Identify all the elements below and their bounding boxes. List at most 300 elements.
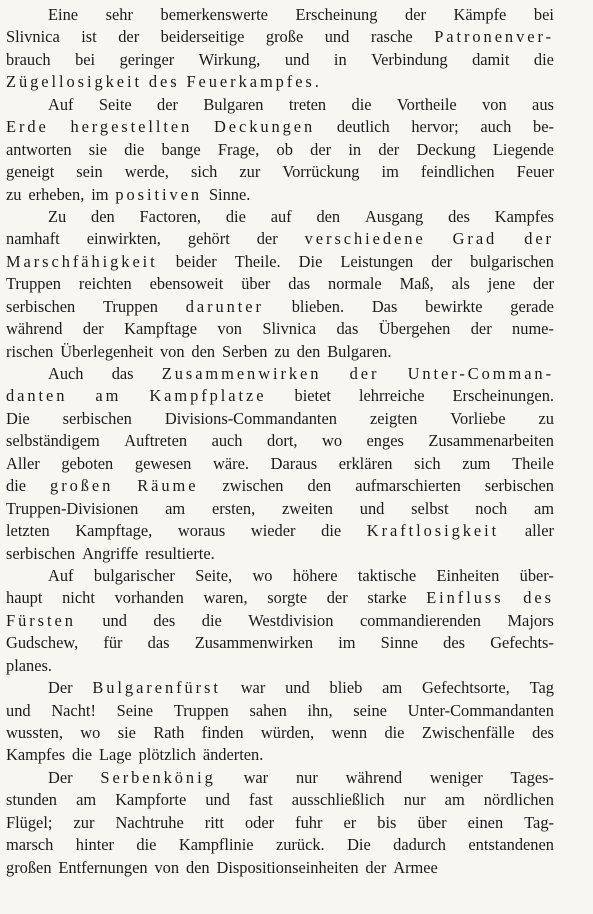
word: würden, bbox=[260, 723, 315, 742]
word: Aller bbox=[6, 453, 40, 473]
word: rasche bbox=[370, 27, 413, 47]
text-line bbox=[6, 26, 554, 48]
word: zum bbox=[462, 453, 491, 473]
text-line bbox=[6, 812, 554, 834]
emphasized-word: danten bbox=[6, 386, 68, 406]
word: planes. bbox=[6, 655, 52, 675]
word: Sinne. bbox=[208, 184, 251, 204]
word: am bbox=[444, 790, 465, 810]
word: der bbox=[326, 588, 348, 608]
word: war bbox=[240, 678, 266, 698]
word: ebensoweit bbox=[149, 274, 224, 294]
word: Ausgang bbox=[364, 206, 424, 226]
text-line bbox=[6, 587, 554, 609]
word: bewirkte bbox=[425, 296, 483, 316]
word: antworten bbox=[6, 139, 72, 159]
word: noch bbox=[475, 498, 508, 518]
word: Unter-Commandanten bbox=[407, 700, 554, 720]
word: während bbox=[345, 767, 403, 787]
word: bei bbox=[533, 5, 554, 24]
word: Maß, bbox=[399, 274, 434, 294]
text-line bbox=[6, 722, 554, 744]
word: zu bbox=[6, 184, 22, 204]
text-line bbox=[6, 520, 554, 542]
word: auf bbox=[270, 206, 292, 226]
emphasized-word: Räume bbox=[137, 476, 199, 496]
emphasized-word: Einfluss bbox=[426, 588, 504, 608]
word: zu bbox=[538, 408, 554, 428]
word: sehr bbox=[105, 5, 133, 24]
text-line bbox=[6, 767, 554, 789]
word: aller bbox=[524, 521, 554, 541]
word: Übergehen bbox=[378, 319, 451, 339]
word: Truppen bbox=[102, 296, 158, 316]
emphasized-word: Grad bbox=[452, 229, 498, 249]
word: er bbox=[343, 812, 357, 832]
word: Gudschew, bbox=[6, 633, 79, 653]
word: bis bbox=[377, 812, 397, 832]
word: be- bbox=[533, 117, 554, 137]
word: bei bbox=[75, 49, 96, 69]
word: Entfernungen bbox=[58, 857, 148, 877]
word: Kampfes bbox=[494, 206, 554, 226]
word: Theile. bbox=[234, 251, 281, 271]
emphasized-word: Marschfähigkeit bbox=[6, 251, 158, 271]
word: lehrreiche bbox=[358, 386, 425, 406]
word: Truppen-Divisionen bbox=[6, 498, 139, 518]
word: großen bbox=[6, 857, 52, 877]
word: serbischen bbox=[484, 476, 554, 496]
word: sie bbox=[117, 723, 136, 742]
paragraph bbox=[6, 767, 554, 879]
word: zwischen bbox=[222, 476, 284, 496]
word: am bbox=[76, 790, 97, 810]
word: ersten, bbox=[211, 498, 256, 518]
word: Auf bbox=[48, 565, 74, 585]
word: und bbox=[6, 700, 31, 720]
word: Zusammenwirken bbox=[194, 633, 314, 653]
word: sein bbox=[76, 162, 103, 182]
word: zeigten bbox=[369, 408, 418, 428]
word: am bbox=[165, 498, 186, 518]
text-line bbox=[6, 385, 554, 407]
word: den bbox=[296, 341, 321, 361]
word: des bbox=[443, 633, 466, 653]
word: von bbox=[217, 319, 242, 339]
text-line bbox=[6, 543, 554, 565]
word: entstandenen bbox=[468, 835, 554, 855]
emphasized-word: Zusammenwirken bbox=[161, 364, 322, 383]
word: zu bbox=[274, 341, 290, 361]
word: Majors bbox=[507, 610, 554, 630]
word: brauch bbox=[6, 49, 51, 69]
word: zur bbox=[239, 162, 261, 182]
emphasized-word: des bbox=[148, 72, 180, 92]
word: selbst bbox=[411, 498, 449, 518]
text-line bbox=[6, 341, 554, 363]
word: den bbox=[191, 341, 216, 361]
word: der bbox=[365, 857, 387, 877]
word: aufmarschierten bbox=[355, 476, 461, 496]
word: geboten bbox=[61, 453, 114, 473]
word: das bbox=[288, 274, 311, 294]
word: des bbox=[532, 723, 554, 742]
word: Liegende bbox=[492, 139, 554, 159]
word: den bbox=[307, 476, 332, 496]
word: aus bbox=[532, 94, 554, 114]
word: commandierenden bbox=[359, 610, 481, 630]
word: der bbox=[533, 274, 554, 294]
word: Der bbox=[48, 767, 73, 787]
word: die bbox=[533, 49, 554, 69]
emphasized-word: Serbenkönig bbox=[100, 767, 216, 787]
word: deutlich bbox=[336, 117, 390, 137]
word: Auf bbox=[48, 94, 74, 114]
word: der bbox=[470, 319, 492, 339]
text-line bbox=[6, 71, 554, 93]
word: änderten. bbox=[202, 745, 264, 765]
word: nume- bbox=[512, 319, 554, 339]
word: Vorrückung bbox=[282, 162, 360, 182]
word: nur bbox=[295, 767, 318, 787]
word: Tages- bbox=[510, 767, 554, 787]
word: nördlichen bbox=[483, 790, 554, 810]
word: werde, bbox=[124, 162, 169, 182]
text-line bbox=[6, 430, 554, 452]
paragraph bbox=[6, 4, 554, 94]
word: Verbindung bbox=[371, 49, 448, 69]
text-line bbox=[6, 857, 554, 879]
word: für bbox=[103, 633, 123, 653]
word: der bbox=[118, 27, 140, 47]
word: während bbox=[6, 319, 63, 339]
word: Gefechtsorte, bbox=[421, 678, 510, 698]
text-line bbox=[6, 4, 554, 26]
word: dort, bbox=[267, 431, 298, 451]
word: auch bbox=[211, 431, 243, 451]
word: der bbox=[82, 319, 104, 339]
word: des bbox=[153, 610, 176, 630]
paragraph bbox=[6, 565, 554, 677]
word: Kampfes bbox=[6, 745, 66, 765]
text-line bbox=[6, 206, 554, 228]
emphasized-word: hergestellten bbox=[70, 117, 193, 137]
word: Seite, bbox=[195, 565, 233, 585]
word: in bbox=[333, 49, 347, 69]
text-line bbox=[6, 453, 554, 475]
word: Frage, bbox=[217, 139, 260, 159]
word: jene bbox=[487, 274, 516, 294]
word: im bbox=[338, 633, 356, 653]
text-line bbox=[6, 655, 554, 677]
emphasized-word: Unter-Comman- bbox=[407, 364, 554, 383]
word: bietet bbox=[294, 386, 331, 406]
word: weniger bbox=[429, 767, 483, 787]
emphasized-word: Kampfplatze bbox=[149, 386, 267, 406]
word: Theile bbox=[512, 453, 554, 473]
text-line bbox=[6, 834, 554, 856]
word: im bbox=[381, 162, 399, 182]
paragraph bbox=[6, 206, 554, 363]
word: blieben. bbox=[291, 296, 345, 316]
word: ist bbox=[81, 27, 97, 47]
text-line bbox=[6, 610, 554, 632]
text-line bbox=[6, 116, 554, 138]
word: von bbox=[154, 857, 180, 877]
emphasized-word: Bulgarenfürst bbox=[92, 678, 221, 698]
word: über bbox=[241, 274, 271, 294]
word: bemerkenswerte bbox=[160, 5, 268, 24]
word: über- bbox=[519, 565, 554, 585]
emphasized-word: Patronenver- bbox=[434, 27, 554, 47]
word: Leistungen bbox=[340, 251, 414, 271]
word: Armee bbox=[393, 857, 438, 877]
word: der bbox=[431, 251, 453, 271]
word: letzten bbox=[6, 521, 50, 541]
word: Serben bbox=[221, 341, 268, 361]
word: Factoren, bbox=[139, 206, 201, 226]
word: stunden bbox=[6, 790, 57, 810]
word: serbischen bbox=[6, 543, 76, 563]
word: Vortheile bbox=[396, 94, 457, 114]
word: Auftreten bbox=[124, 431, 188, 451]
word: Angriffe bbox=[82, 543, 139, 563]
text-line bbox=[6, 632, 554, 654]
word: waren, bbox=[203, 588, 248, 608]
word: enges bbox=[366, 431, 404, 451]
word: fast bbox=[249, 790, 273, 810]
word: namhaft bbox=[6, 229, 60, 249]
emphasized-word: am bbox=[95, 386, 122, 406]
word: im bbox=[91, 184, 109, 204]
text-line bbox=[6, 565, 554, 587]
word: ritt bbox=[204, 812, 224, 832]
word: und bbox=[285, 678, 310, 698]
word: und bbox=[284, 49, 310, 69]
text-line bbox=[6, 789, 554, 811]
word: einen bbox=[467, 812, 504, 832]
word: Bulgaren bbox=[203, 94, 264, 114]
word: Kampflinie bbox=[178, 835, 254, 855]
word: Die bbox=[298, 251, 323, 271]
word: fuhr bbox=[295, 812, 323, 832]
word: war bbox=[243, 767, 269, 787]
word: geneigt bbox=[6, 162, 55, 182]
text-line bbox=[6, 139, 554, 161]
paragraph bbox=[6, 94, 554, 206]
emphasized-word: Fürsten bbox=[6, 610, 76, 630]
word: haupt bbox=[6, 588, 43, 608]
text-line bbox=[6, 161, 554, 183]
word: Sinne bbox=[380, 633, 419, 653]
word: taktische bbox=[357, 565, 417, 585]
emphasized-word: des bbox=[523, 588, 554, 608]
word: das bbox=[336, 319, 359, 339]
word: Nacht! bbox=[51, 700, 96, 720]
word: Tag bbox=[529, 678, 554, 698]
emphasized-word: Kraftlosigkeit bbox=[366, 521, 500, 541]
word: seine bbox=[353, 700, 387, 720]
word: Nachtruhe bbox=[115, 812, 184, 832]
word: rischen bbox=[6, 341, 54, 361]
word: resultierte. bbox=[145, 543, 215, 563]
text-line bbox=[6, 677, 554, 699]
word: die bbox=[384, 723, 405, 742]
word: hinter bbox=[75, 835, 114, 855]
word: das bbox=[147, 633, 170, 653]
word: Feuer bbox=[516, 162, 554, 182]
text-line bbox=[6, 700, 554, 722]
emphasized-word: positiven bbox=[115, 184, 203, 204]
word: Dispositionseinheiten bbox=[216, 857, 359, 877]
text-line bbox=[6, 94, 554, 116]
word: die bbox=[201, 610, 222, 630]
word: serbischen bbox=[6, 296, 76, 316]
emphasized-word: der bbox=[349, 364, 380, 383]
word: Kampftage bbox=[124, 319, 197, 339]
word: Tag- bbox=[524, 812, 554, 832]
word: den bbox=[91, 206, 115, 226]
word: und bbox=[102, 610, 127, 630]
word: am bbox=[382, 678, 403, 698]
word: Slivnica bbox=[6, 27, 60, 47]
word: den bbox=[185, 857, 210, 877]
text-line bbox=[6, 498, 554, 520]
word: des bbox=[448, 206, 470, 226]
word: der bbox=[405, 5, 426, 24]
word: der bbox=[310, 139, 332, 159]
word: gehört bbox=[187, 229, 230, 249]
word: wäre. bbox=[213, 453, 249, 473]
word: marsch bbox=[6, 835, 54, 855]
word: gerade bbox=[510, 296, 554, 316]
word: große bbox=[265, 27, 304, 47]
word: geringer bbox=[119, 49, 175, 69]
word: Einheiten bbox=[436, 565, 500, 585]
word: beider bbox=[175, 251, 217, 271]
word: am bbox=[533, 498, 554, 518]
word: sorgte bbox=[267, 588, 308, 608]
emphasized-word: Zügellosigkeit bbox=[6, 72, 143, 92]
word: Lage bbox=[98, 745, 132, 765]
word: dadurch bbox=[393, 835, 446, 855]
word: serbischen bbox=[62, 408, 132, 428]
word: die bbox=[124, 139, 145, 159]
word: Divisions-Commandanten bbox=[164, 408, 337, 428]
word: den bbox=[316, 206, 341, 226]
word: reichten bbox=[78, 274, 132, 294]
text-line bbox=[6, 228, 554, 250]
word: Gefechts- bbox=[490, 633, 554, 653]
text-line bbox=[6, 408, 554, 430]
word: zweiten bbox=[282, 498, 333, 518]
text-line bbox=[6, 744, 554, 766]
word: wo bbox=[80, 723, 101, 742]
word: gewesen bbox=[134, 453, 192, 473]
word: bulgarischen bbox=[470, 251, 554, 271]
word: und bbox=[205, 790, 230, 810]
word: von bbox=[159, 341, 185, 361]
word: Kampftage, bbox=[75, 521, 153, 541]
word: Seine bbox=[116, 700, 154, 720]
word: Seite bbox=[98, 94, 132, 114]
word: die bbox=[225, 206, 246, 226]
word: bulgarischer bbox=[93, 565, 175, 585]
word: sich bbox=[190, 162, 218, 182]
word: Slivnica bbox=[262, 319, 317, 339]
word: starke bbox=[367, 588, 407, 608]
word: der bbox=[378, 139, 400, 159]
word: Der bbox=[48, 678, 73, 698]
word: oder bbox=[244, 812, 275, 832]
text-line bbox=[6, 363, 554, 385]
word: Auch bbox=[48, 364, 84, 383]
word: von bbox=[482, 94, 507, 114]
word: Zusammenarbeiten bbox=[428, 431, 554, 451]
emphasized-word: verschiedene bbox=[304, 229, 426, 249]
word: Wirkung, bbox=[198, 49, 261, 69]
word: Kampforte bbox=[115, 790, 187, 810]
word: ob bbox=[276, 139, 293, 159]
word: über bbox=[417, 812, 447, 832]
word: Eine bbox=[48, 5, 79, 24]
word: Truppen bbox=[6, 274, 61, 294]
word: feindlichen bbox=[420, 162, 495, 182]
word: das bbox=[111, 364, 134, 383]
word: vorhanden bbox=[114, 588, 184, 608]
text-line bbox=[6, 273, 554, 295]
word: nur bbox=[403, 790, 426, 810]
word: die bbox=[351, 94, 372, 114]
word: bange bbox=[161, 139, 201, 159]
word: Zu bbox=[48, 206, 67, 226]
word: höhere bbox=[292, 565, 338, 585]
word: normale bbox=[328, 274, 382, 294]
word: blieb bbox=[329, 678, 363, 698]
paragraph bbox=[6, 363, 554, 565]
word: Das bbox=[371, 296, 398, 316]
text-line bbox=[6, 49, 554, 71]
word: Rath bbox=[153, 723, 185, 742]
text-line bbox=[6, 296, 554, 318]
word: der bbox=[157, 94, 178, 114]
word: Deckung bbox=[416, 139, 476, 159]
word: hervor; bbox=[411, 117, 459, 137]
word: die bbox=[72, 745, 93, 765]
word: Erscheinungen. bbox=[452, 386, 554, 406]
word: beiderseitige bbox=[160, 27, 245, 47]
word: treten bbox=[288, 94, 327, 114]
word: Die bbox=[6, 408, 30, 428]
word: Überlegenheit bbox=[60, 341, 154, 361]
emphasized-word: großen bbox=[50, 476, 114, 496]
word: Bulgaren. bbox=[327, 341, 392, 361]
word: der bbox=[256, 229, 278, 249]
text-line bbox=[6, 318, 554, 340]
word: sahen bbox=[249, 700, 287, 720]
word: nicht bbox=[62, 588, 95, 608]
word: auch bbox=[480, 117, 512, 137]
word: wussten, bbox=[6, 723, 63, 742]
word: Die bbox=[347, 835, 371, 855]
word: Vorliebe bbox=[450, 408, 506, 428]
text-line bbox=[6, 184, 554, 206]
paragraph bbox=[6, 677, 554, 767]
word: sie bbox=[88, 139, 107, 159]
word: Zwischenfälle bbox=[421, 723, 515, 742]
word: die bbox=[321, 521, 342, 541]
word: Erscheinung bbox=[295, 5, 378, 24]
